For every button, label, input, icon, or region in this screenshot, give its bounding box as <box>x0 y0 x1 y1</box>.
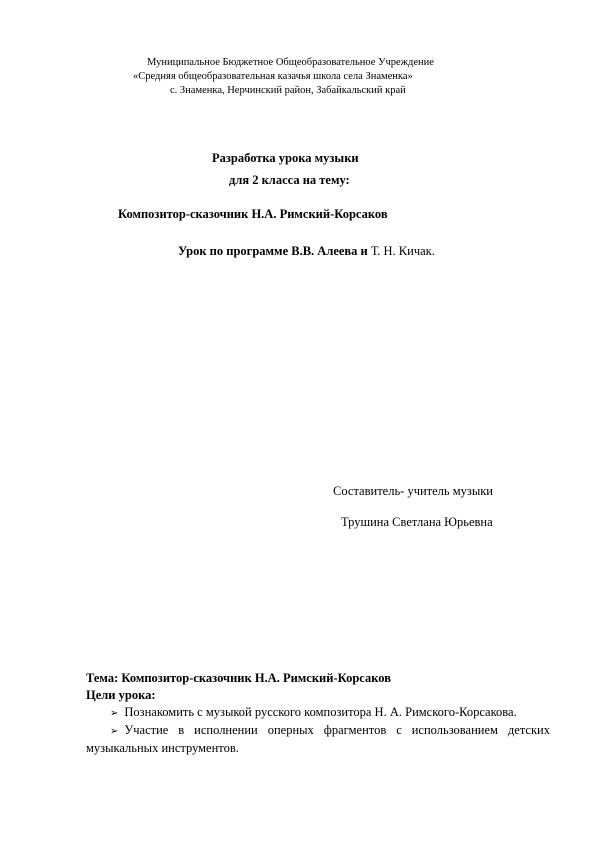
arrow-right-bullet-icon: ➢ <box>110 708 119 719</box>
goal-item-2: ➢ Участие в исполнении оперных фрагментов с использованием детских музыкальных инструментов. <box>86 723 550 755</box>
goal-item-1: ➢ Познакомить с музыкой русского композитора Н. А. Римского-Корсакова. <box>86 704 550 722</box>
lesson-topic: Тема: Композитор-сказочник Н.А. Римский-Корсаков <box>86 671 391 685</box>
program-normal-part: Т. Н. Кичак. <box>370 244 435 258</box>
author-role: Составитель- учитель музыки <box>333 484 493 498</box>
goals-list <box>86 704 550 757</box>
title-line-3: Композитор-сказочник Н.А. Римский-Корсаков <box>118 207 388 221</box>
header-line-2: «Средняя общеобразовательная казачья школа села Знаменка» <box>133 71 413 82</box>
header-line-3: с. Знаменка, Нерчинский район, Забайкальский край <box>170 85 406 96</box>
title-line-1: Разработка урока музыки <box>212 151 359 165</box>
program-line <box>178 245 435 258</box>
author-name: Трушина Светлана Юрьевна <box>341 515 493 529</box>
arrow-right-bullet-icon: ➢ <box>110 726 119 737</box>
title-line-2: для 2 класса на тему: <box>229 173 350 187</box>
goals-heading: Цели урока: <box>86 688 156 702</box>
header-line-1: Муниципальное Бюджетное Общеобразовательное Учреждение <box>147 57 434 68</box>
program-bold-part: Урок по программе В.В. Алеева и <box>178 244 368 258</box>
